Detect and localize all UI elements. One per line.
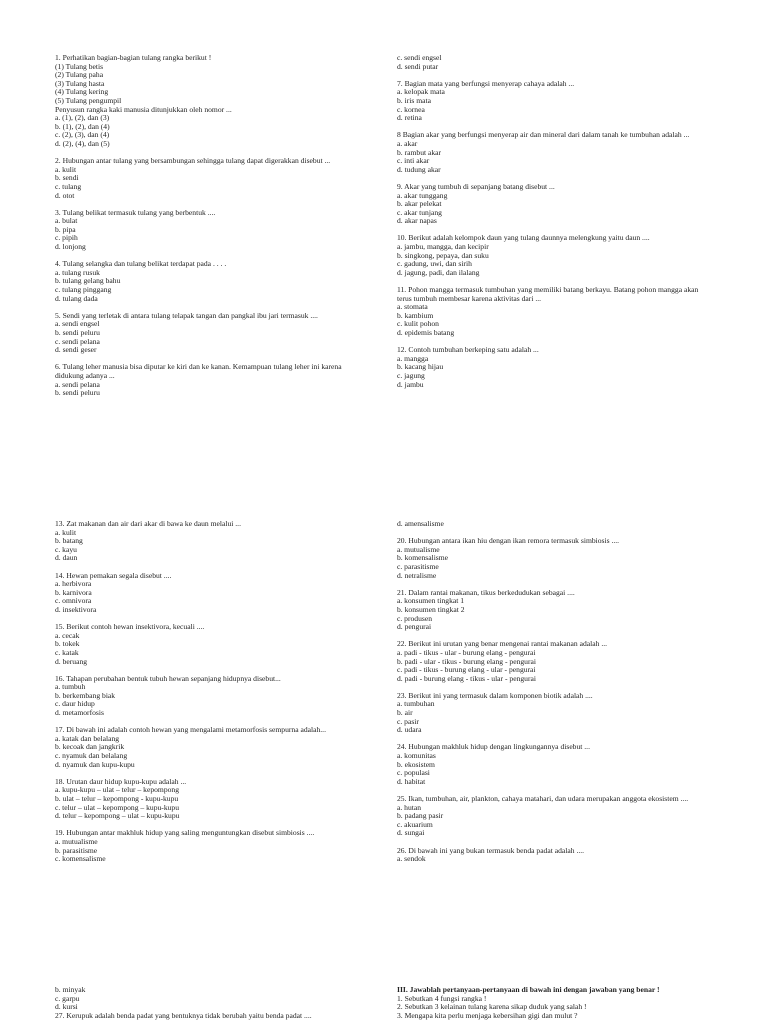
- answer-line: terus tumbuh membesar karena aktivitas dari ...: [397, 293, 542, 303]
- question-text: 14. Hewan pemakan segala disebut ....: [55, 570, 172, 580]
- answer-line: d. padi - burung elang - tikus - ular - pengurai: [397, 673, 536, 683]
- question-text: 21. Dalam rantai makanan, tikus berkedudukan sebagai ....: [397, 587, 575, 597]
- question-text: 3. Tulang belikat termasuk tulang yang berbentuk ....: [55, 207, 216, 217]
- answer-line: d. nyamuk dan kupu-kupu: [55, 759, 135, 769]
- answer-line: d. retina: [397, 113, 422, 123]
- answer-line: d. jambu: [397, 379, 424, 389]
- answer-line: d. (2), (4), dan (5): [55, 138, 110, 148]
- answer-line: a. sendok: [397, 854, 426, 864]
- answer-line: a. mutualisme: [55, 836, 98, 846]
- question-text: 22. Berikut ini urutan yang benar mengenai rantai makanan adalah ...: [397, 639, 608, 649]
- question-text: b. minyak: [55, 985, 86, 994]
- answer-line: a. (1), (2), dan (3): [55, 113, 110, 123]
- answer-line: c. sendi pelana: [55, 336, 100, 346]
- question-text: 9. Akar yang tumbuh di sepanjang batang disebut ...: [397, 181, 555, 191]
- answer-line: c. katak: [55, 647, 79, 657]
- answer-line: a. kulit: [55, 164, 77, 174]
- question-text: 16. Tahapan perubahan bentuk tubuh hewan sepanjang hidupnya disebut...: [55, 673, 281, 683]
- question-block: [397, 286, 717, 338]
- answer-line: a. stomata: [397, 302, 428, 312]
- answer-line: a. sendi pelana: [55, 379, 100, 389]
- question-block: [397, 80, 717, 123]
- question-text: 18. Urutan daur hidup kupu-kupu adalah ...: [55, 776, 187, 786]
- answer-line: c. nyamuk dan belalang: [55, 751, 128, 761]
- page-2-right-column: [397, 520, 717, 872]
- answer-line: a. sendi engsel: [55, 319, 100, 329]
- answer-line: b. rambut akar: [397, 147, 442, 157]
- question-text: 6. Tulang leher manusia bisa diputar ke kiri dan ke kanan. Kemampuan tulang leher ini karena: [55, 362, 342, 372]
- answer-line: 3. Mengapa kita perlu menjaga kebersihan gigi dan mulut ?: [397, 1010, 578, 1020]
- answer-line: c. jagung: [397, 370, 425, 380]
- question-block: [55, 726, 385, 769]
- answer-line: c. parasitisme: [397, 561, 439, 571]
- answer-line: d. insektivora: [55, 604, 97, 614]
- answer-line: b. sendi peluru: [55, 388, 100, 398]
- answer-line: a. hutan: [397, 802, 422, 812]
- question-block: [397, 520, 717, 529]
- question-text: 26. Di bawah ini yang bukan termasuk benda padat adalah ....: [397, 845, 585, 855]
- answer-line: 2. Sebutkan 3 kelainan tulang karena sikap duduk yang salah !: [397, 1002, 587, 1012]
- question-block: [397, 234, 717, 277]
- question-text: 23. Berikut ini yang termasuk dalam komponen biotik adalah ....: [397, 690, 593, 700]
- answer-line: c. pipih: [55, 233, 78, 243]
- answer-line: (4) Tulang kering: [55, 87, 109, 97]
- answer-line: c. gadung, uwi, dan sirih: [397, 259, 472, 269]
- answer-line: b. padang pasir: [397, 811, 444, 821]
- answer-line: c. (2), (3), dan (4): [55, 130, 110, 140]
- answer-line: 27. Kerupuk adalah benda padat yang bentuknya tidak berubah yaitu benda padat ....: [55, 1010, 312, 1020]
- answer-line: a. tumbuhan: [397, 699, 435, 709]
- answer-line: d. netralisme: [397, 570, 437, 580]
- answer-line: b. air: [397, 708, 413, 718]
- answer-line: b. batang: [55, 536, 83, 546]
- question-block: [397, 346, 717, 389]
- answer-line: d. metamorfosis: [55, 708, 104, 718]
- question-block: [55, 54, 385, 149]
- answer-line: (2) Tulang paha: [55, 70, 104, 80]
- question-block: [55, 157, 385, 200]
- answer-line: d. telur – kepompong – ulat – kupu-kupu: [55, 811, 180, 821]
- question-block: [397, 54, 717, 71]
- answer-line: b. (1), (2), dan (4): [55, 121, 110, 131]
- question-text: 15. Berikut contoh hewan insektivora, kecuali ....: [55, 622, 205, 632]
- answer-line: a. jambu, mangga, dan kecipir: [397, 242, 489, 252]
- answer-line: c. akuarium: [397, 819, 433, 829]
- answer-line: c. padi - tikus - burung elang - ular - pengurai: [397, 665, 536, 675]
- answer-line: b. iris mata: [397, 95, 431, 105]
- question-text: 20. Hubungan antara ikan hiu dengan ikan remora termasuk simbiosis ....: [397, 536, 620, 546]
- answer-line: c. garpu: [55, 993, 80, 1003]
- answer-line: 1. Sebutkan 4 fungsi rangka !: [397, 993, 487, 1003]
- question-text: 25. Ikan, tumbuhan, air, plankton, cahaya matahari, dan udara merupakan anggota ekosistem ....: [397, 794, 689, 803]
- question-text: 11. Pohon mangga termasuk tumbuhan yang memiliki batang berkayu. Batang pohon mangga akan: [397, 285, 699, 295]
- question-block: [397, 795, 717, 838]
- question-block: [397, 986, 717, 1020]
- answer-line: a. padi - tikus - ular - burung elang - pengurai: [397, 647, 536, 657]
- question-text: c. sendi engsel: [397, 53, 442, 62]
- page-3-right-column: [397, 986, 717, 1029]
- question-text: 4. Tulang selangka dan tulang belikat terdapat pada . . . .: [55, 259, 227, 269]
- question-text: 19. Hubungan antar makhluk hidup yang saling menguntungkan disebut simbiosis ....: [55, 828, 315, 838]
- answer-line: d. sendi geser: [55, 345, 97, 355]
- answer-line: b. padi - ular - tikus - burung elang - pengurai: [397, 656, 536, 666]
- question-block: [55, 260, 385, 303]
- answer-line: b. konsumen tingkat 2: [397, 604, 465, 614]
- answer-line: c. omnivora: [55, 596, 92, 606]
- page-2: [0, 520, 768, 980]
- answer-line: c. akar tunjang: [397, 207, 442, 217]
- answer-line: c. kornea: [397, 104, 425, 114]
- answer-line: c. kulit pohon: [397, 319, 439, 329]
- question-block: [397, 847, 717, 864]
- answer-line: a. mangga: [397, 353, 429, 363]
- question-block: [55, 209, 385, 252]
- answer-line: b. parasitisme: [55, 845, 98, 855]
- question-text: 13. Zat makanan dan air dari akar di bawa ke daun melalui ...: [55, 519, 241, 528]
- question-block: [397, 743, 717, 786]
- answer-line: b. tulang gelang bahu: [55, 276, 121, 286]
- answer-line: d. sungai: [397, 828, 425, 838]
- question-text: 2. Hubungan antar tulang yang bersambungan sehingga tulang dapat digerakkan disebut ...: [55, 156, 331, 166]
- answer-line: a. kupu-kupu – ulat – telur – kepompong: [55, 785, 180, 795]
- answer-line: d. tudung akar: [397, 164, 441, 174]
- question-block: [55, 520, 385, 563]
- answer-line: c. komensalisme: [55, 854, 106, 864]
- answer-line: c. produsen: [397, 613, 433, 623]
- question-block: [55, 623, 385, 666]
- question-block: [397, 692, 717, 735]
- page-1-left-column: [55, 54, 385, 406]
- question-block: [397, 131, 717, 174]
- question-block: [397, 537, 717, 580]
- question-text: 12. Contoh tumbuhan berkeping satu adalah ...: [397, 345, 539, 355]
- answer-line: d. lonjong: [55, 242, 86, 252]
- answer-line: a. herbivora: [55, 579, 92, 589]
- answer-line: b. tokek: [55, 639, 80, 649]
- question-block: [397, 183, 717, 226]
- answer-line: a. bulat: [55, 216, 78, 226]
- answer-line: c. tulang: [55, 181, 82, 191]
- question-block: [397, 589, 717, 632]
- page-1: [0, 54, 768, 514]
- answer-line: a. cecak: [55, 630, 80, 640]
- answer-line: d. pengurai: [397, 622, 432, 632]
- page-3-left-column: [55, 986, 385, 1029]
- answer-line: b. pipa: [55, 224, 76, 234]
- answer-line: (3) Tulang hasta: [55, 78, 105, 88]
- question-block: [55, 312, 385, 355]
- answer-line: a. akar: [397, 138, 418, 148]
- answer-line: (5) Tulang pengumpil: [55, 95, 122, 105]
- question-block: [55, 363, 385, 397]
- answer-line: d. udara: [397, 725, 422, 735]
- answer-line: b. kacang hijau: [397, 362, 444, 372]
- answer-line: d. beruang: [55, 656, 88, 666]
- question-block: [397, 640, 717, 683]
- question-block: [55, 675, 385, 718]
- answer-line: a. tulang rusuk: [55, 267, 100, 277]
- answer-line: d. sendi putar: [397, 61, 439, 71]
- answer-line: c. daur hidup: [55, 699, 95, 709]
- answer-line: Penyusun rangka kaki manusia ditunjukkan oleh nomor ...: [55, 104, 232, 114]
- answer-line: d. akar napas: [397, 216, 437, 226]
- question-block: [55, 778, 385, 821]
- question-block: [55, 986, 385, 1020]
- answer-line: b. komensalisme: [397, 553, 449, 563]
- answer-line: b. kecoak dan jangkrik: [55, 742, 125, 752]
- answer-line: a. katak dan belalang: [55, 733, 120, 743]
- question-text: 8 Bagian akar yang berfungsi menyerap air dan mineral dari dalam tanah ke tumbuhan adalah ...: [397, 130, 690, 140]
- answer-line: d. epidemis batang: [397, 328, 455, 337]
- answer-line: b. sendi peluru: [55, 328, 100, 337]
- answer-line: c. tulang pinggang: [55, 285, 112, 295]
- answer-line: d. kursi: [55, 1002, 78, 1012]
- answer-line: a. tumbuh: [55, 682, 86, 692]
- page-1-right-column: [397, 54, 717, 398]
- answer-line: c. inti akar: [397, 156, 430, 166]
- question-block: [55, 829, 385, 863]
- answer-line: c. populasi: [397, 768, 430, 778]
- question-text: 1. Perhatikan bagian-bagian tulang rangka berikut !: [55, 53, 212, 62]
- answer-line: d. tulang dada: [55, 293, 98, 303]
- page-3: [0, 986, 768, 1024]
- answer-line: c. telur – ulat – kepompong – kupu-kupu: [55, 802, 180, 812]
- answer-line: b. ekosistem: [397, 759, 435, 769]
- answer-line: a. konsumen tingkat 1: [397, 596, 465, 606]
- answer-line: b. ulat – telur – kepompong - kupu-kupu: [55, 794, 179, 803]
- answer-line: d. otot: [55, 190, 75, 200]
- answer-line: (1) Tulang betis: [55, 61, 104, 71]
- question-text: d. amensalisme: [397, 519, 444, 528]
- question-text: 17. Di bawah ini adalah contoh hewan yang mengalami metamorfosis sempurna adalah...: [55, 725, 326, 735]
- answer-line: a. akar tunggang: [397, 190, 448, 200]
- answer-line: c. kayu: [55, 544, 77, 554]
- answer-line: d. habitat: [397, 776, 426, 786]
- answer-line: d. daun: [55, 553, 78, 563]
- answer-line: didukung adanya ...: [55, 370, 115, 380]
- question-text: III. Jawablah pertanyaan-pertanyaan di bawah ini dengan jawaban yang benar !: [397, 985, 660, 994]
- question-text: 24. Hubungan makhluk hidup dengan lingkungannya disebut ...: [397, 742, 590, 752]
- answer-line: b. berkembang biak: [55, 690, 116, 700]
- answer-line: b. sendi: [55, 173, 79, 183]
- page-2-left-column: [55, 520, 385, 872]
- answer-line: c. pasir: [397, 716, 419, 726]
- answer-line: b. akar pelekat: [397, 199, 442, 209]
- answer-line: a. komunitas: [397, 751, 436, 761]
- answer-line: d. jagung, padi, dan ilalang: [397, 267, 480, 277]
- answer-line: b. singkong, pepaya, dan suku: [397, 250, 489, 260]
- answer-line: b. kambium: [397, 310, 434, 320]
- question-text: 7. Bagian mata yang berfungsi menyerap cahaya adalah ...: [397, 78, 575, 88]
- answer-line: a. kelopak mata: [397, 87, 445, 97]
- answer-line: a. mutualisme: [397, 544, 440, 554]
- answer-line: a. kulit: [55, 527, 77, 537]
- question-text: 10. Berikut adalah kelompok daun yang tulang daunnya melengkung yaitu daun ....: [397, 233, 650, 243]
- answer-line: b. karnivora: [55, 587, 92, 597]
- question-text: 5. Sendi yang terletak di antara tulang telapak tangan dan pangkal ibu jari termasuk ....: [55, 310, 318, 320]
- question-block: [55, 572, 385, 615]
